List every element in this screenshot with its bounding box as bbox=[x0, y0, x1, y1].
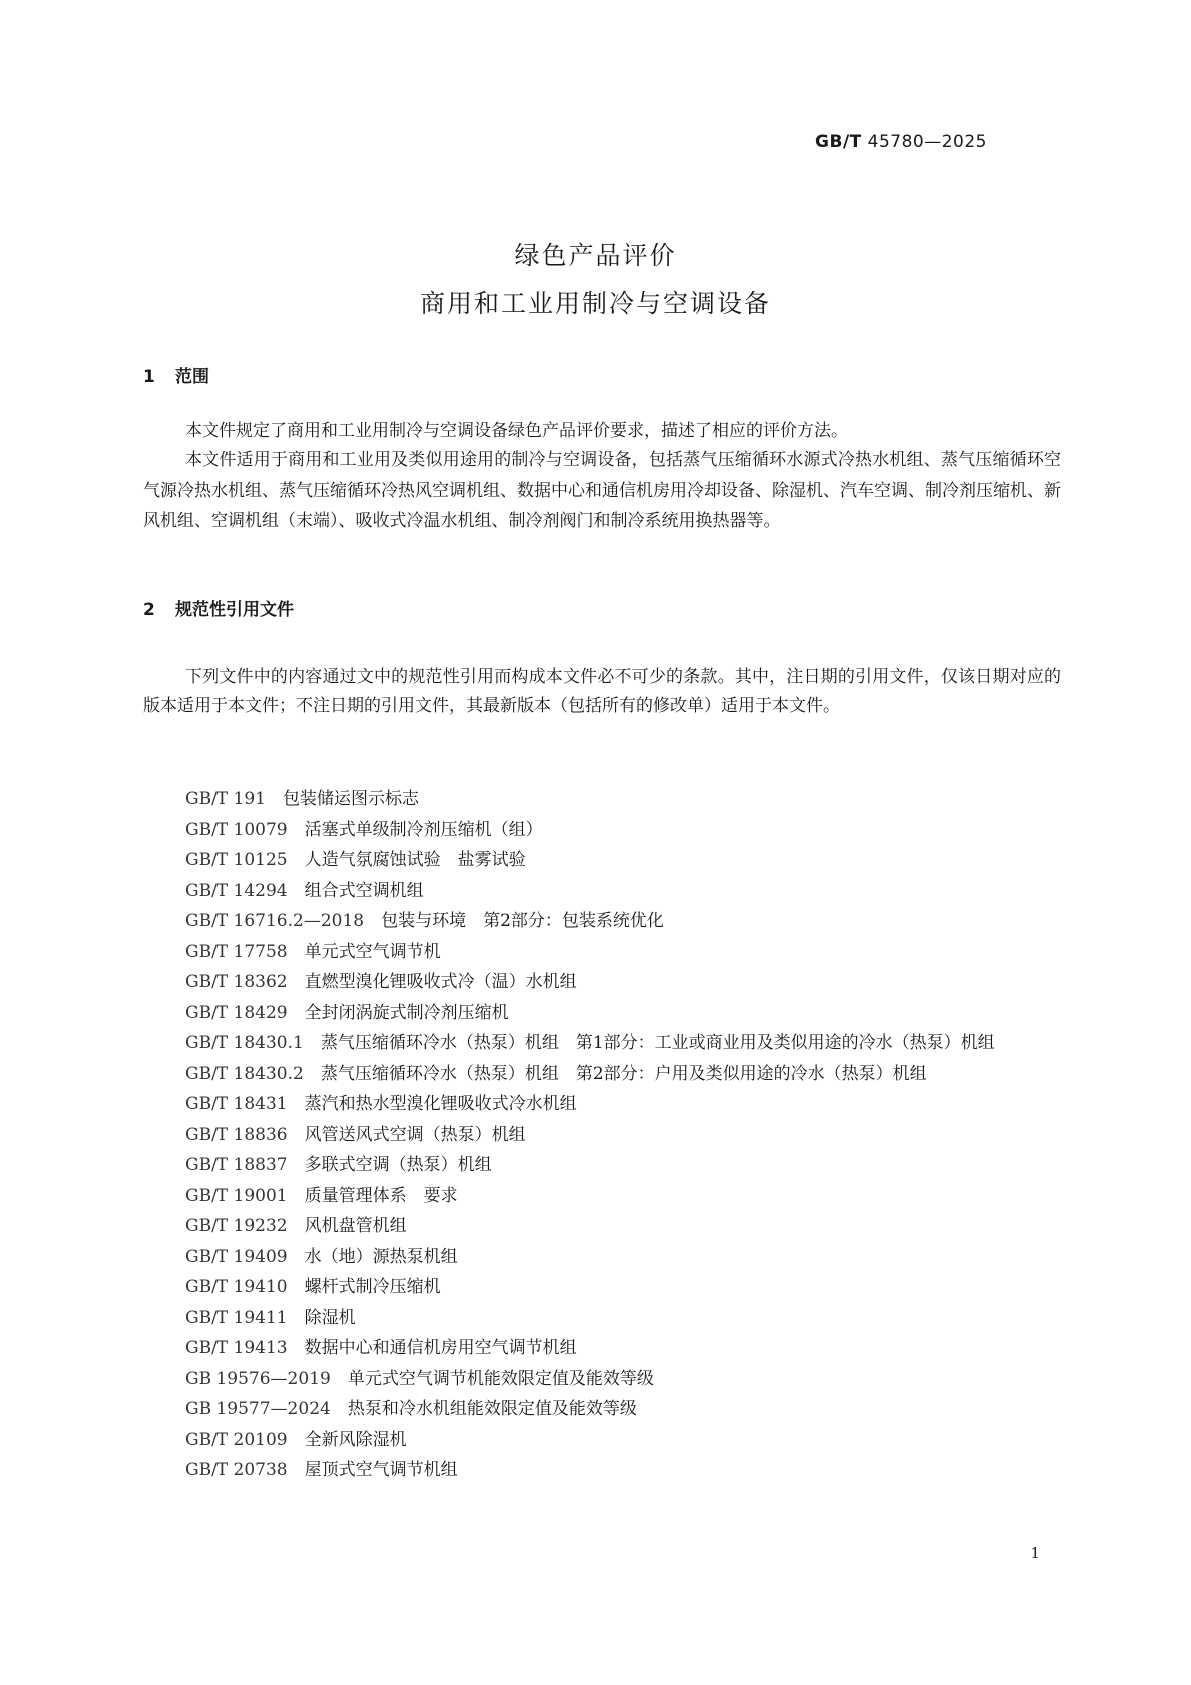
reference-code: GB/T 18430.2 bbox=[185, 1063, 304, 1084]
reference-item bbox=[143, 1242, 1061, 1273]
reference-item bbox=[143, 1394, 1061, 1425]
section-heading-scope bbox=[143, 362, 209, 387]
document-title-line1: 绿色产品评价 bbox=[514, 241, 677, 270]
reference-code: GB/T 20109 bbox=[185, 1429, 288, 1450]
reference-code: GB/T 10079 bbox=[185, 819, 288, 840]
reference-code: GB/T 191 bbox=[185, 789, 266, 809]
reference-title: 热泵和冷水机组能效限定值及能效等级 bbox=[347, 1399, 637, 1419]
reference-title: 蒸气压缩循环冷水（热泵）机组 第1部分：工业或商业用及类似用途的冷水（热泵）机组 bbox=[320, 1033, 995, 1053]
reference-item bbox=[143, 1089, 1061, 1120]
reference-code: GB/T 19411 bbox=[185, 1307, 288, 1328]
section-title: 范围 bbox=[175, 367, 209, 387]
reference-code: GB/T 19410 bbox=[185, 1277, 288, 1297]
reference-item bbox=[143, 1272, 1061, 1303]
document-title-line2: 商用和工业用制冷与空调设备 bbox=[419, 289, 771, 318]
reference-title: 单元式空气调节机能效限定值及能效等级 bbox=[347, 1368, 654, 1389]
standard-number: 45780—2025 bbox=[867, 132, 987, 152]
section-heading-normative-references bbox=[143, 595, 294, 620]
reference-code: GB/T 17758 bbox=[185, 941, 288, 962]
reference-item bbox=[143, 1150, 1061, 1181]
standard-prefix: GB/T bbox=[815, 132, 862, 152]
section-number: 1 bbox=[143, 367, 155, 387]
reference-item bbox=[143, 1425, 1061, 1456]
reference-title: 单元式空气调节机 bbox=[304, 941, 441, 962]
reference-item bbox=[143, 1303, 1061, 1334]
standard-id bbox=[815, 132, 987, 152]
section-number: 2 bbox=[143, 600, 155, 620]
reference-code: GB/T 19409 bbox=[185, 1246, 288, 1267]
reference-title: 风机盘管机组 bbox=[304, 1216, 407, 1236]
reference-code: GB/T 19232 bbox=[185, 1216, 288, 1236]
reference-item bbox=[143, 1028, 1061, 1059]
reference-code: GB/T 16716.2—2018 bbox=[185, 911, 365, 931]
reference-title: 风管送风式空调（热泵）机组 bbox=[304, 1124, 526, 1145]
reference-item bbox=[143, 1059, 1061, 1090]
reference-code: GB 19576—2019 bbox=[185, 1368, 331, 1389]
reference-code: GB/T 18429 bbox=[185, 1002, 288, 1023]
reference-code: GB/T 20738 bbox=[185, 1460, 288, 1480]
reference-code: GB/T 10125 bbox=[185, 850, 288, 870]
reference-title: 直燃型溴化锂吸收式冷（温）水机组 bbox=[304, 972, 577, 992]
scope-paragraph-2: 本文件适用于商用和工业用及类似用途用的制冷与空调设备，包括蒸气压缩循环水源式冷热水机组、蒸气压缩循环空气源冷热水机组、蒸气压缩循环冷热风空调机组、数据中心和通信机房用冷却设备、除湿机、汽车空调、制冷剂压缩机、新风机组、空调机组（末端）、吸收式冷温水机组、制冷剂阀门和制冷系统用换热器等。 bbox=[143, 450, 1061, 531]
reference-item bbox=[143, 845, 1061, 876]
reference-item bbox=[143, 1333, 1061, 1364]
section-title: 规范性引用文件 bbox=[175, 600, 294, 620]
reference-item bbox=[143, 906, 1061, 937]
reference-item bbox=[143, 1181, 1061, 1212]
reference-title: 人造气氛腐蚀试验 盐雾试验 bbox=[304, 850, 526, 870]
reference-title: 数据中心和通信机房用空气调节机组 bbox=[304, 1338, 577, 1358]
reference-code: GB/T 18836 bbox=[185, 1124, 288, 1145]
reference-title: 蒸汽和热水型溴化锂吸收式冷水机组 bbox=[304, 1094, 577, 1114]
reference-item bbox=[143, 876, 1061, 907]
page-number: 1 bbox=[1030, 1544, 1040, 1562]
reference-title: 全封闭涡旋式制冷剂压缩机 bbox=[304, 1002, 509, 1023]
reference-code: GB/T 19413 bbox=[185, 1338, 288, 1358]
reference-code: GB/T 18837 bbox=[185, 1155, 288, 1175]
reference-item bbox=[143, 815, 1061, 846]
reference-title: 质量管理体系 要求 bbox=[304, 1185, 458, 1206]
reference-title: 全新风除湿机 bbox=[304, 1429, 407, 1450]
reference-code: GB 19577—2024 bbox=[185, 1399, 331, 1419]
reference-title: 水（地）源热泵机组 bbox=[304, 1246, 458, 1267]
reference-title: 螺杆式制冷压缩机 bbox=[304, 1277, 441, 1297]
reference-code: GB/T 19001 bbox=[185, 1185, 288, 1206]
reference-item bbox=[143, 937, 1061, 968]
reference-item bbox=[143, 1211, 1061, 1242]
reference-title: 包装与环境 第2部分：包装系统优化 bbox=[381, 911, 664, 931]
reference-title: 包装储运图示标志 bbox=[283, 789, 419, 809]
reference-title: 组合式空调机组 bbox=[304, 880, 424, 901]
reference-item bbox=[143, 784, 1061, 815]
reference-item bbox=[143, 1455, 1061, 1486]
reference-code: GB/T 14294 bbox=[185, 880, 288, 901]
reference-code: GB/T 18362 bbox=[185, 972, 288, 992]
reference-item bbox=[143, 1364, 1061, 1395]
reference-item bbox=[143, 967, 1061, 998]
reference-title: 屋顶式空气调节机组 bbox=[304, 1460, 458, 1480]
scope-paragraph-1: 本文件规定了商用和工业用制冷与空调设备绿色产品评价要求，描述了相应的评价方法。 bbox=[185, 421, 848, 441]
reference-title: 多联式空调（热泵）机组 bbox=[304, 1155, 492, 1175]
reference-item bbox=[143, 998, 1061, 1029]
references-intro: 下列文件中的内容通过文中的规范性引用而构成本文件必不可少的条款。其中，注日期的引用文件，仅该日期对应的版本适用于本文件；不注日期的引用文件，其最新版本（包括所有的修改单）适用于本文件。 bbox=[143, 667, 1061, 716]
reference-title: 蒸气压缩循环冷水（热泵）机组 第2部分：户用及类似用途的冷水（热泵）机组 bbox=[320, 1063, 927, 1084]
reference-title: 活塞式单级制冷剂压缩机（组） bbox=[304, 819, 543, 840]
reference-code: GB/T 18431 bbox=[185, 1094, 288, 1114]
reference-item bbox=[143, 1120, 1061, 1151]
reference-code: GB/T 18430.1 bbox=[185, 1033, 304, 1053]
reference-title: 除湿机 bbox=[304, 1307, 356, 1328]
reference-list bbox=[143, 784, 1061, 1486]
